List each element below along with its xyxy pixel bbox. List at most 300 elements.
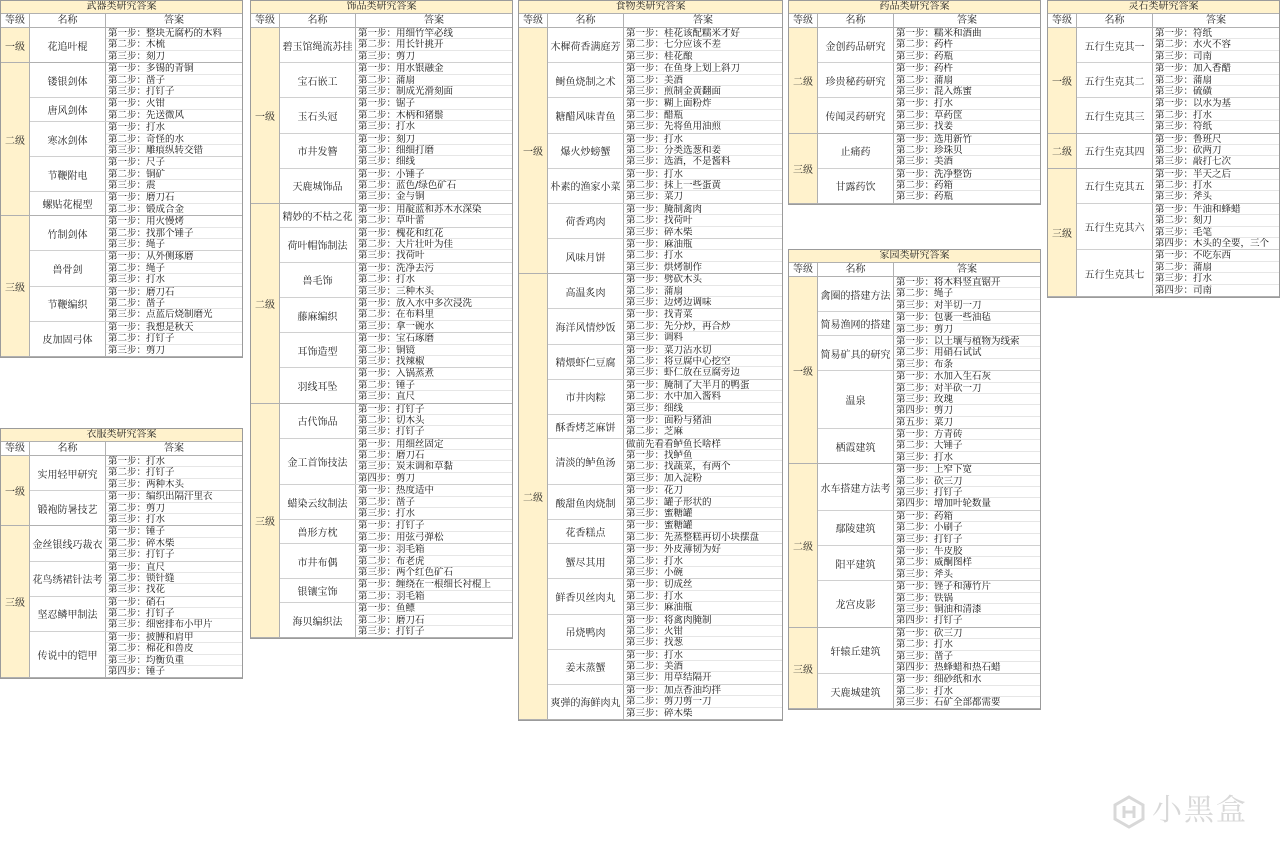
item-name: 玉石头冠 (280, 98, 356, 132)
level-cell: 二级 (519, 274, 548, 719)
answer-step: 第四步：司南 (1155, 284, 1213, 296)
research-item (548, 439, 782, 486)
research-item (280, 134, 512, 169)
item-name: 兽骨剑 (30, 251, 106, 285)
answer-step: 第三步：打钉子 (108, 85, 175, 97)
answer-step: 第二步：大锤子 (894, 440, 1040, 451)
item-name: 龙宫皮影 (818, 581, 894, 627)
research-item (30, 526, 242, 561)
answer-step: 第三步：打钉子 (358, 625, 425, 637)
answer-step: 第二步：找荷叶 (624, 215, 782, 226)
research-item (30, 28, 242, 62)
level-group (1048, 169, 1279, 297)
clothing-research-table (0, 428, 243, 679)
level-group (1, 216, 242, 357)
answer-step: 第一步：尺子 (106, 157, 242, 168)
answer-step: 第二步：凿子 (106, 298, 242, 309)
table-header (1, 442, 242, 456)
research-item (1077, 250, 1279, 296)
answer-step: 第一步：符纸 (1153, 28, 1279, 39)
item-name: 止痛药 (818, 134, 894, 168)
item-steps (106, 98, 242, 121)
research-item (280, 368, 512, 402)
answer-step: 第三步：找辣椒 (358, 355, 425, 367)
item-name: 银镶宝饰 (280, 579, 356, 602)
item-steps (624, 485, 782, 519)
item-steps (624, 274, 782, 308)
answer-step: 第三步：硫磺 (1155, 85, 1213, 97)
item-name: 荷叶帽饰制法 (280, 228, 356, 262)
answer-step: 第三步：石矿全部都需要 (896, 697, 1001, 709)
header-name: 名称 (1077, 14, 1153, 27)
answer-step: 第二步：打水 (1153, 110, 1279, 121)
level-group (789, 28, 1040, 134)
answer-step: 第三步：用草结隔开 (626, 672, 712, 684)
level-group (251, 404, 512, 639)
item-steps (894, 464, 1040, 510)
item-name: 简易矿具的研究 (818, 336, 894, 370)
home-research-table (788, 249, 1041, 710)
item-steps (106, 491, 242, 525)
research-item (280, 544, 512, 579)
item-name: 甘露药饮 (818, 169, 894, 203)
level-group (1, 63, 242, 216)
answer-step: 第二步：布老虎 (356, 556, 512, 567)
item-steps (624, 615, 782, 649)
answer-step: 第二步：绳子 (106, 263, 242, 274)
item-steps (894, 134, 1040, 168)
item-name: 五行生克其三 (1077, 98, 1153, 132)
answer-step: 第二步：打水 (624, 556, 782, 567)
item-name: 吊烧鸭肉 (548, 615, 624, 649)
answer-step: 第二步：罐子形状的 (624, 497, 782, 508)
answer-step: 第二步：药杵 (894, 39, 1040, 50)
item-name: 金创药品研究 (818, 28, 894, 62)
item-steps (106, 597, 242, 631)
research-item (548, 274, 782, 309)
research-item (30, 157, 242, 192)
answer-step: 第三步：蜜糖罐 (626, 508, 693, 520)
answer-step: 第一步：方青砖 (894, 429, 1040, 440)
level-cell: 一级 (519, 28, 548, 273)
research-item (30, 287, 242, 322)
answer-step: 第三步：找花 (108, 584, 166, 596)
answer-step: 第二步：威酮图样 (894, 557, 1040, 568)
answer-step: 第一步：打水 (106, 122, 242, 133)
answer-step: 第二步：打水 (894, 686, 1040, 697)
item-steps (356, 544, 512, 578)
level-cell: 二级 (1, 63, 30, 215)
item-name: 五行生克其六 (1077, 204, 1153, 250)
answer-step: 第一步：打水 (894, 98, 1040, 109)
item-name: 镂银剑体 (30, 63, 106, 97)
answer-step: 第三步：选酒，不是酱料 (626, 156, 731, 168)
answer-step: 第四步：木头的全要，三个 (1155, 238, 1270, 250)
research-item (30, 98, 242, 122)
answer-step: 第三步：拿一碗水 (358, 320, 435, 332)
level-cell: 二级 (1048, 134, 1077, 168)
table-title: 衣服类研究答案 (1, 429, 242, 442)
research-item (30, 122, 242, 157)
answer-step: 第三步：调料 (626, 332, 684, 344)
research-item (548, 685, 782, 719)
research-item (818, 169, 1040, 203)
table-title: 食物类研究答案 (519, 1, 782, 14)
answer-step: 第二步：水火不容 (1153, 39, 1279, 50)
answer-step: 第二步：用硝石试试 (894, 347, 1040, 358)
watermark (1112, 785, 1248, 829)
table-header (1048, 14, 1279, 28)
answer-step: 第二步：砍两刀 (1153, 145, 1279, 156)
item-steps (624, 63, 782, 97)
answer-step: 第一步：用靛蓝和苏木水深染 (356, 204, 512, 215)
item-name: 朴素的渔家小菜 (548, 169, 624, 203)
header-level: 等级 (789, 263, 818, 276)
answer-step: 第二步：锁针缝 (106, 573, 242, 584)
answer-step: 做前先看看鲈鱼长啥样 (624, 439, 782, 450)
answer-step: 第一步：将木料竖直锯开 (894, 277, 1040, 288)
header-name: 名称 (818, 263, 894, 276)
header-level: 等级 (251, 14, 280, 27)
item-name: 鲜香贝丝肉丸 (548, 579, 624, 613)
item-name: 花香糕点 (548, 520, 624, 543)
answer-step: 第一步：菜刀沾水切 (624, 345, 782, 356)
header-level: 等级 (1048, 14, 1077, 27)
answer-step: 第三步：细线 (358, 156, 416, 168)
research-item (548, 579, 782, 614)
answer-step: 第三步：布条 (896, 358, 954, 370)
item-name: 酥香烤芝麻饼 (548, 415, 624, 438)
item-steps (894, 169, 1040, 203)
research-item (280, 579, 512, 603)
answer-step: 第三步：符纸 (1155, 121, 1213, 133)
item-name: 荷香鸡肉 (548, 204, 624, 238)
item-steps (356, 333, 512, 367)
research-item (280, 28, 512, 63)
research-item (818, 277, 1040, 312)
item-steps (356, 579, 512, 602)
level-group (251, 204, 512, 404)
answer-step: 第一步：药箱 (894, 511, 1040, 522)
item-steps (894, 312, 1040, 335)
answer-step: 第一步：羽毛箱 (356, 544, 512, 555)
item-steps (894, 28, 1040, 62)
answer-step: 第三步：药瓶 (896, 50, 954, 62)
answer-step: 第四步：增加叶轮数量 (896, 498, 992, 510)
item-name: 五行生克其五 (1077, 169, 1153, 203)
item-steps (356, 134, 512, 168)
food-research-table (518, 0, 783, 721)
item-name: 皮加固弓体 (30, 322, 106, 356)
group-items (818, 134, 1040, 203)
answer-step: 第三步：小碗 (626, 566, 684, 578)
answer-step: 第三步：玫瑰 (894, 394, 1040, 405)
level-group (789, 464, 1040, 627)
group-items (280, 404, 512, 638)
item-steps (356, 520, 512, 543)
answer-step: 第二步：铜镜 (356, 345, 512, 356)
item-name: 水车搭建方法考 (818, 464, 894, 510)
answer-step: 第四步：剪刀 (894, 405, 1040, 416)
research-item (548, 485, 782, 520)
answer-step: 第三步：敲打七次 (1155, 156, 1232, 168)
item-steps (356, 298, 512, 332)
item-steps (106, 28, 242, 62)
item-steps (894, 511, 1040, 545)
research-item (280, 169, 512, 203)
answer-step: 第三步：剪刀 (108, 344, 166, 356)
research-item (548, 544, 782, 579)
item-name: 姜末蒸蟹 (548, 650, 624, 684)
answer-step: 第三步：细密排布小甲片 (108, 619, 213, 631)
item-name: 实用轻甲研究 (30, 456, 106, 490)
item-steps (624, 134, 782, 168)
answer-step: 第二步：大片壮叶为佳 (356, 239, 512, 250)
level-group (1, 526, 242, 678)
item-name: 五行生克其四 (1077, 134, 1153, 168)
answer-step: 第二步：用长针挑开 (356, 39, 512, 50)
group-items (30, 456, 242, 525)
item-steps (624, 309, 782, 343)
answer-step: 第一步：找青菜 (624, 309, 782, 320)
table-header (789, 263, 1040, 277)
answer-step: 第三步：打水 (108, 513, 166, 525)
answer-step: 第一步：牛油和蜂蜡 (1153, 204, 1279, 215)
answer-step: 第二步：打水 (624, 250, 782, 261)
item-name: 藤麻编织 (280, 298, 356, 332)
item-steps (106, 287, 242, 321)
item-name: 珍贵秘药研究 (818, 63, 894, 97)
answer-step: 第一步：打水 (624, 650, 782, 661)
item-steps (894, 371, 1040, 428)
answer-step: 第三步：打钉子 (108, 549, 175, 561)
item-name: 金工首饰技法 (280, 439, 356, 485)
group-items (280, 204, 512, 403)
research-item (548, 650, 782, 685)
level-group (789, 628, 1040, 710)
research-item (280, 520, 512, 544)
answer-step: 第一步：小锤子 (356, 169, 512, 180)
research-item (1077, 204, 1279, 251)
answer-step: 第一步：用细丝固定 (356, 439, 512, 450)
answer-step: 第二步：刻刀 (1153, 215, 1279, 226)
answer-step: 第一步：外皮薄韧为好 (624, 544, 782, 555)
answer-step: 第二步：蒲扇 (894, 75, 1040, 86)
answer-step: 第二步：小刷子 (894, 522, 1040, 533)
item-name: 风味月饼 (548, 239, 624, 273)
item-name: 五行生克其二 (1077, 63, 1153, 97)
answer-step: 第一步：牛皮胶 (894, 546, 1040, 557)
level-group (1, 456, 242, 526)
answer-step: 第二步：木梳 (106, 39, 242, 50)
item-name: 五行生克其七 (1077, 250, 1153, 296)
item-steps (106, 562, 242, 596)
header-answer: 答案 (693, 15, 713, 26)
answer-step: 第一步：劈砍木头 (624, 274, 782, 285)
answer-step: 第三步：边烤边调味 (626, 296, 712, 308)
header-level: 等级 (1, 442, 30, 455)
answer-step: 第二步：奇怪的水 (106, 134, 242, 145)
item-steps (894, 581, 1040, 627)
item-name: 锻袍防暑技艺 (30, 491, 106, 525)
answer-step: 第二步：在布料里 (356, 309, 512, 320)
answer-step: 第一步：不吃东西 (1153, 250, 1279, 261)
item-steps (356, 98, 512, 132)
item-name: 古代饰品 (280, 404, 356, 438)
research-item (280, 485, 512, 520)
answer-step: 第二步：蓝色/绿色矿石 (356, 180, 512, 191)
group-items (30, 526, 242, 677)
answer-step: 第二步：棉花和兽皮 (106, 643, 242, 654)
header-name: 名称 (30, 14, 106, 27)
item-steps (356, 228, 512, 262)
answer-step: 第一步：编织出隔汗里衣 (106, 491, 242, 502)
answer-step: 第一步：砍三刀 (894, 628, 1040, 639)
research-item (818, 28, 1040, 63)
research-item (280, 603, 512, 637)
answer-step: 第二步：打水 (894, 639, 1040, 650)
answer-step: 第一步：多锡的青铜 (106, 63, 242, 74)
research-item (548, 309, 782, 344)
answer-step: 第一步：找鲈鱼 (624, 450, 782, 461)
level-group (1048, 134, 1279, 169)
header-answer: 答案 (957, 264, 977, 275)
group-items (1077, 134, 1279, 168)
answer-step: 第三步：加入淀粉 (626, 472, 703, 484)
answer-step: 第三步：两个红色矿石 (358, 566, 454, 578)
item-name: 螺贴花棍型 (30, 192, 106, 215)
research-item (1077, 169, 1279, 204)
item-name: 鄢陵建筑 (818, 511, 894, 545)
item-name: 温泉 (818, 371, 894, 428)
item-name: 天鹿城饰品 (280, 169, 356, 203)
research-item (818, 312, 1040, 336)
answer-step: 第二步：打钉子 (106, 608, 242, 619)
research-item (548, 28, 782, 63)
research-item (548, 204, 782, 239)
answer-step: 第三步：直尺 (358, 391, 416, 403)
item-name: 金丝银线巧裁衣 (30, 526, 106, 560)
answer-step: 第一步：入锅蒸煮 (356, 368, 512, 379)
answer-step: 第一步：缠绕在一根细长衬棍上 (356, 579, 512, 590)
answer-step: 第一步：热度适中 (356, 485, 512, 496)
item-steps (106, 157, 242, 191)
answer-step: 第三步：碎木柴 (626, 226, 693, 238)
table-body (789, 28, 1040, 204)
table-header (1, 14, 242, 28)
research-item (30, 632, 242, 678)
research-item (30, 63, 242, 98)
answer-step: 第二步：醋瓶 (624, 110, 782, 121)
item-steps (1153, 28, 1279, 62)
answer-step: 第三步：打水 (896, 451, 954, 463)
answer-step: 第二步：铜矿 (106, 169, 242, 180)
answer-step: 第二步：先送微风 (108, 109, 185, 121)
answer-step: 第三步：煎制金黄翻面 (626, 85, 722, 97)
research-item (548, 63, 782, 98)
group-items (1077, 28, 1279, 133)
item-name: 精妙的不枯之花 (280, 204, 356, 227)
table-header (519, 14, 782, 28)
group-items (548, 28, 782, 273)
answer-step: 第三步：麻油瓶 (626, 602, 693, 614)
item-steps (624, 204, 782, 238)
answer-step: 第三步：毛笔 (1153, 227, 1279, 238)
answer-step: 第一步：包裹一些油毡 (894, 312, 1040, 323)
research-item (30, 216, 242, 251)
answer-step: 第一步：洗净整饬 (894, 169, 1040, 180)
answer-step: 第三步：菜刀 (626, 191, 684, 203)
answer-step: 第三步：三种木头 (358, 285, 435, 297)
group-items (1077, 169, 1279, 296)
table-body (1, 28, 242, 357)
item-name: 鲥鱼烧制之术 (548, 63, 624, 97)
research-item (548, 134, 782, 169)
answer-step: 第二步：锻成合金 (108, 203, 185, 215)
answer-step: 第三步：绳子 (108, 239, 166, 251)
research-item (818, 511, 1040, 546)
item-steps (356, 439, 512, 485)
group-items (818, 464, 1040, 626)
research-item (548, 615, 782, 650)
table-body (519, 28, 782, 720)
answer-step: 第一步：洗净去污 (356, 263, 512, 274)
answer-step: 第二步：剪刀 (896, 323, 954, 335)
answer-step: 第一步：打水 (106, 456, 242, 467)
answer-step: 第三步：金与铜 (358, 191, 425, 203)
answer-step: 第三步：刻刀 (108, 50, 166, 62)
answer-step: 第二步：芝麻 (626, 426, 684, 438)
answer-step: 第二步：蒲扇 (1153, 75, 1279, 86)
item-name: 传闻灵药研究 (818, 98, 894, 132)
item-name: 传说中的铠甲 (30, 632, 106, 678)
level-cell: 三级 (1, 216, 30, 356)
answer-step: 第二步：羽毛箱 (358, 590, 425, 602)
item-name: 高温炙肉 (548, 274, 624, 308)
answer-step: 第二步：打水 (1153, 180, 1279, 191)
research-item (280, 333, 512, 368)
answer-step: 第二步：打钉子 (106, 467, 242, 478)
item-steps (106, 63, 242, 97)
table-body (1, 456, 242, 678)
answer-step: 第二步：砍三刀 (894, 476, 1040, 487)
answer-step: 第一步：将禽肉腌制 (624, 615, 782, 626)
answer-step: 第四步：锤子 (108, 666, 166, 678)
level-cell: 三级 (789, 628, 818, 709)
header-answer: 答案 (1206, 15, 1226, 26)
answer-step: 第二步：打钉子 (106, 333, 242, 344)
medicine-research-table (788, 0, 1041, 205)
item-steps (624, 345, 782, 379)
answer-step: 第一步：打钉子 (356, 520, 512, 531)
level-cell: 一级 (789, 277, 818, 463)
item-name: 市井肉粽 (548, 380, 624, 414)
level-cell: 三级 (789, 134, 818, 203)
research-item (818, 581, 1040, 627)
answer-step: 第三步：铜油和清漆 (894, 604, 1040, 615)
research-item (818, 371, 1040, 429)
answer-step: 第二步：找蔬菜，有两个 (624, 461, 782, 472)
item-name: 蜡染云纹制法 (280, 485, 356, 519)
group-items (818, 28, 1040, 133)
level-cell: 一级 (1, 456, 30, 525)
item-name: 碧玉馆绳流苏挂 (280, 28, 356, 62)
item-name: 节鞭附电 (30, 157, 106, 191)
item-name: 爆火炒螃蟹 (548, 134, 624, 168)
answer-step: 第二步：美酒 (624, 661, 782, 672)
group-items (818, 628, 1040, 709)
answer-step: 第三步：打水 (108, 274, 166, 286)
